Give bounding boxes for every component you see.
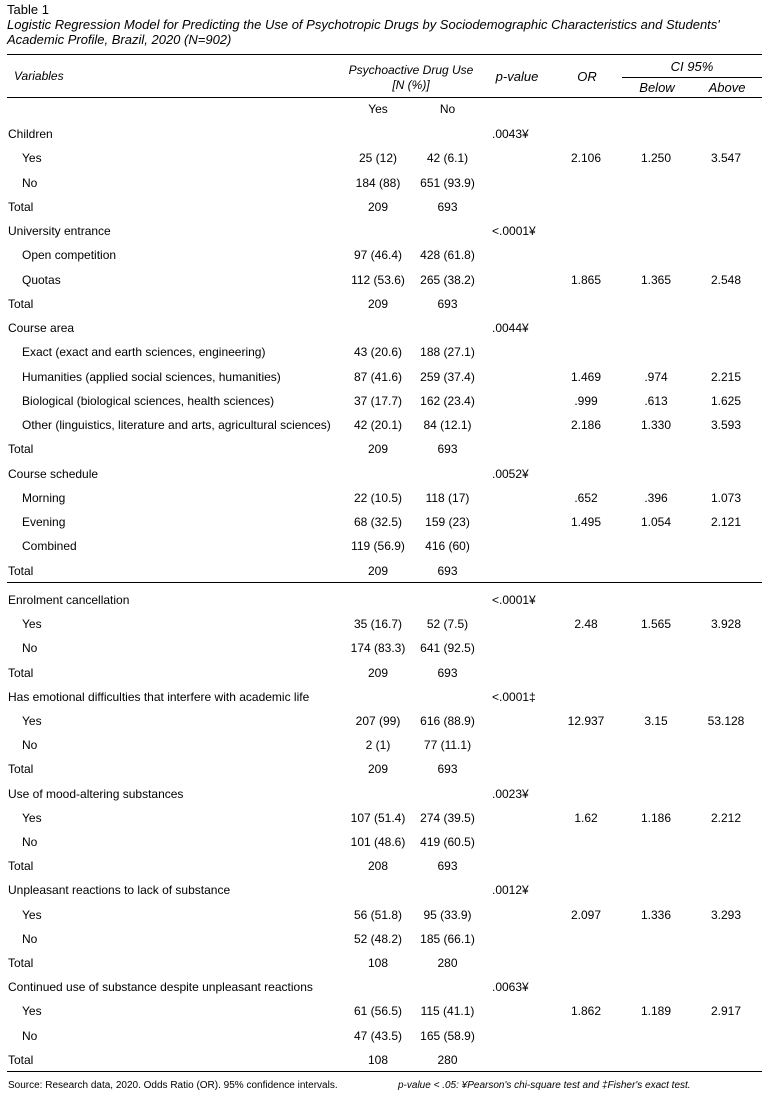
cell-no: 118 (17) (425, 490, 470, 505)
cell-no: 259 (37.4) (420, 369, 475, 384)
cell-yes: 209 (367, 563, 389, 578)
cell-no: 693 (437, 563, 458, 578)
cell-ci-below: 1.054 (640, 515, 672, 529)
cell-yes: 101 (48.6) (350, 835, 406, 849)
cell-yes: 43 (20.6) (353, 345, 403, 360)
row-label: Exact (exact and earth sciences, engineering) (22, 345, 266, 360)
cell-p-value: .0044¥ (492, 321, 529, 335)
header-p-value: p-value (495, 69, 539, 84)
cell-no: 115 (41.1) (420, 1004, 475, 1019)
row-label: No (22, 641, 38, 656)
row-label: Evening (22, 515, 66, 529)
cell-yes: 2 (1) (365, 738, 391, 753)
table-row (0, 514, 768, 534)
cell-ci-above: 2.548 (710, 272, 742, 287)
cell-yes: 184 (88) (355, 175, 401, 190)
row-label: Yes (22, 1004, 42, 1019)
row-label: Open competition (22, 248, 117, 263)
cell-yes: 25 (12) (358, 151, 398, 166)
cell-no: 165 (58.9) (420, 1028, 475, 1043)
table-row (0, 1028, 768, 1048)
row-label: Total (8, 296, 34, 311)
cell-yes: 108 (367, 1052, 389, 1067)
table-row (0, 320, 768, 340)
cell-no: 693 (437, 665, 458, 680)
row-label: Morning (22, 490, 66, 505)
cell-ci-above: 2.212 (710, 810, 742, 825)
row-label: Quotas (22, 272, 61, 287)
cell-no: 95 (33.9) (423, 907, 472, 922)
cell-yes: 108 (367, 956, 389, 970)
cell-ci-below: .613 (644, 393, 668, 408)
table-row (0, 1003, 768, 1023)
cell-or: 1.469 (570, 369, 602, 384)
table-row (0, 417, 768, 437)
cell-or: 2.186 (570, 418, 602, 432)
table-label: Table 1 (7, 2, 49, 17)
row-label: Continued use of substance despite unpleasant reactions (8, 980, 313, 995)
cell-p-value: <.0001¥ (492, 593, 536, 607)
cell-yes: 97 (46.4) (353, 248, 403, 263)
cell-ci-below: .974 (644, 369, 668, 384)
cell-or: .999 (574, 393, 598, 408)
cell-no: 162 (23.4) (420, 393, 475, 408)
cell-no: 693 (437, 859, 458, 874)
cell-or: 12.937 (567, 714, 605, 728)
table-row (0, 393, 768, 413)
table-row (0, 441, 768, 461)
table-row (0, 616, 768, 636)
row-label: Yes (22, 151, 42, 166)
row-label: Enrolment cancellation (8, 593, 130, 607)
header-ci-above: Above (708, 80, 746, 95)
cell-yes: 207 (99) (355, 714, 401, 728)
table-row (0, 713, 768, 733)
header-yes: Yes (368, 102, 388, 116)
cell-yes: 68 (32.5) (353, 515, 403, 529)
table-row (0, 369, 768, 389)
table-row (0, 563, 768, 583)
cell-or: 1.62 (574, 810, 598, 825)
cell-or: 2.106 (570, 151, 602, 166)
cell-no: 693 (437, 199, 458, 214)
table-row (0, 296, 768, 316)
cell-ci-below: 1.250 (640, 151, 672, 166)
row-label: Total (8, 199, 34, 214)
cell-yes: 107 (51.4) (350, 810, 406, 825)
row-label: Combined (22, 539, 77, 554)
cell-no: 693 (437, 442, 458, 457)
cell-yes: 56 (51.8) (353, 907, 403, 922)
cell-ci-below: 1.186 (640, 810, 672, 825)
row-label: Humanities (applied social sciences, humanities) (22, 369, 281, 384)
cell-ci-below: 1.336 (640, 907, 672, 922)
table-row (0, 665, 768, 685)
table-row (0, 761, 768, 781)
row-label: Has emotional difficulties that interfere with academic life (8, 689, 310, 704)
table-row (0, 907, 768, 927)
cell-ci-above: 53.128 (707, 714, 745, 728)
row-label: No (22, 931, 38, 946)
table-row (0, 272, 768, 292)
header-or: OR (577, 69, 597, 84)
table-row (0, 175, 768, 195)
cell-ci-above: 2.215 (710, 369, 742, 384)
cell-p-value: <.0001‡ (492, 689, 536, 704)
cell-or: 1.495 (570, 515, 602, 529)
cell-yes: 174 (83.3) (350, 641, 406, 656)
cell-yes: 208 (367, 859, 389, 874)
cell-or: 2.48 (574, 617, 598, 632)
table-row (0, 538, 768, 558)
cell-p-value: .0052¥ (492, 466, 529, 481)
header-ci-below: Below (639, 80, 675, 95)
cell-ci-above: 3.928 (710, 617, 742, 632)
table-row (0, 882, 768, 902)
table-row (0, 490, 768, 510)
header-drug-use-line1: Psychoactive Drug Use (348, 63, 474, 77)
cell-yes: 209 (367, 762, 389, 777)
table-row (0, 150, 768, 170)
cell-ci-below: 1.565 (640, 617, 672, 632)
cell-yes: 61 (56.5) (353, 1004, 403, 1019)
table-row (0, 955, 768, 975)
footnote-source: Source: Research data, 2020. Odds Ratio (OR). 95% confidence intervals. (8, 1080, 338, 1091)
cell-ci-above: 3.547 (710, 151, 742, 166)
table-row (0, 223, 768, 243)
cell-no: 651 (93.9) (420, 175, 475, 190)
cell-yes: 209 (367, 442, 389, 457)
cell-no: 280 (437, 1052, 458, 1067)
cell-p-value: .0063¥ (492, 980, 529, 995)
row-label: Total (8, 762, 34, 777)
cell-p-value: .0012¥ (492, 883, 529, 898)
cell-yes: 47 (43.5) (353, 1028, 403, 1043)
cell-yes: 119 (56.9) (351, 539, 405, 554)
table-row (0, 810, 768, 830)
row-label: University entrance (8, 224, 111, 238)
cell-ci-above: 3.293 (710, 907, 742, 922)
row-label: No (22, 1028, 38, 1043)
cell-no: 84 (12.1) (423, 418, 472, 432)
header-no: No (439, 102, 456, 116)
cell-no: 52 (7.5) (426, 617, 469, 632)
cell-no: 185 (66.1) (420, 931, 475, 946)
row-label: Yes (22, 617, 42, 632)
footnote-pvalue: p-value < .05: ¥Pearson's chi-square test and ‡Fisher's exact test. (398, 1080, 691, 1091)
row-label: No (22, 738, 38, 753)
section-divider-rule (7, 582, 762, 583)
table-row (0, 592, 768, 612)
row-label: Total (8, 1052, 34, 1067)
table-row (0, 640, 768, 660)
cell-yes: 209 (367, 199, 389, 214)
table-row (0, 247, 768, 267)
row-label: Total (8, 956, 34, 970)
table-row (0, 931, 768, 951)
table-row (0, 858, 768, 878)
row-label: Total (8, 859, 34, 874)
row-label: No (22, 175, 38, 190)
cell-yes: 22 (10.5) (353, 490, 403, 505)
row-label: Biological (biological sciences, health sciences) (22, 393, 275, 408)
row-label: Total (8, 563, 34, 578)
table-row (0, 344, 768, 364)
table-row (0, 786, 768, 806)
row-label: Yes (22, 810, 42, 825)
table-caption: Logistic Regression Model for Predicting the Use of Psychotropic Drugs by Sociodemographic Characteristics and Students' Academic Profile, Brazil, 2020 (N=902) (7, 17, 720, 47)
table-row (0, 979, 768, 999)
cell-no: 693 (437, 762, 458, 777)
cell-ci-above: 1.073 (710, 490, 742, 505)
cell-no: 265 (38.2) (420, 272, 475, 287)
cell-no: 42 (6.1) (426, 151, 469, 166)
header-drug-use-line2: [N (%)] (392, 78, 430, 92)
row-label: Course area (8, 321, 75, 335)
cell-ci-below: 3.15 (644, 714, 668, 728)
cell-or: 2.097 (570, 907, 602, 922)
cell-ci-below: 1.365 (640, 272, 672, 287)
cell-ci-above: 3.593 (710, 418, 742, 432)
row-label: Use of mood-altering substances (8, 786, 184, 801)
header-ci: CI 95% (670, 59, 714, 74)
cell-no: 159 (23) (425, 515, 470, 529)
top-rule (7, 54, 762, 55)
ci-rule (622, 77, 762, 78)
row-label: Other (linguistics, literature and arts, agricultural sciences) (22, 418, 331, 432)
cell-no: 641 (92.5) (420, 641, 475, 656)
cell-ci-below: 1.189 (640, 1004, 672, 1019)
cell-no: 416 (60) (425, 539, 470, 554)
cell-yes: 35 (16.7) (353, 617, 403, 632)
cell-p-value: <.0001¥ (492, 224, 536, 238)
row-label: Children (8, 127, 53, 141)
cell-p-value: .0043¥ (492, 127, 529, 141)
table-row (0, 199, 768, 219)
table-row (0, 737, 768, 757)
table-row (0, 466, 768, 486)
cell-ci-above: 1.625 (710, 393, 742, 408)
cell-yes: 112 (53.6) (351, 272, 405, 287)
table-row (0, 689, 768, 709)
cell-or: .652 (574, 490, 598, 505)
header-rule (7, 97, 762, 98)
cell-ci-above: 2.121 (710, 515, 742, 529)
cell-no: 77 (11.1) (423, 738, 472, 753)
cell-ci-above: 2.917 (710, 1004, 742, 1019)
header-variables: Variables (14, 69, 64, 83)
cell-yes: 87 (41.6) (353, 369, 403, 384)
row-label: Yes (22, 714, 42, 728)
row-label: Course schedule (8, 466, 99, 481)
cell-no: 693 (437, 296, 458, 311)
cell-yes: 42 (20.1) (353, 418, 403, 432)
cell-p-value: .0023¥ (492, 786, 529, 801)
bottom-rule (7, 1071, 762, 1072)
table-row (0, 834, 768, 854)
row-label: Yes (22, 907, 42, 922)
cell-yes: 52 (48.2) (353, 931, 403, 946)
table-row (0, 126, 768, 146)
row-label: Total (8, 665, 34, 680)
cell-yes: 209 (367, 296, 389, 311)
cell-no: 188 (27.1) (420, 345, 475, 360)
cell-ci-below: .396 (644, 490, 668, 505)
cell-no: 274 (39.5) (420, 810, 475, 825)
cell-or: 1.862 (570, 1004, 602, 1019)
cell-no: 419 (60.5) (420, 835, 475, 849)
cell-ci-below: 1.330 (640, 418, 672, 432)
cell-yes: 37 (17.7) (353, 393, 403, 408)
row-label: No (22, 835, 38, 849)
table-row (0, 1052, 768, 1072)
cell-no: 280 (437, 956, 458, 970)
cell-no: 616 (88.9) (420, 714, 475, 728)
cell-yes: 209 (367, 665, 389, 680)
row-label: Unpleasant reactions to lack of substance (8, 883, 231, 898)
cell-no: 428 (61.8) (420, 248, 475, 263)
cell-or: 1.865 (570, 272, 602, 287)
row-label: Total (8, 442, 34, 457)
